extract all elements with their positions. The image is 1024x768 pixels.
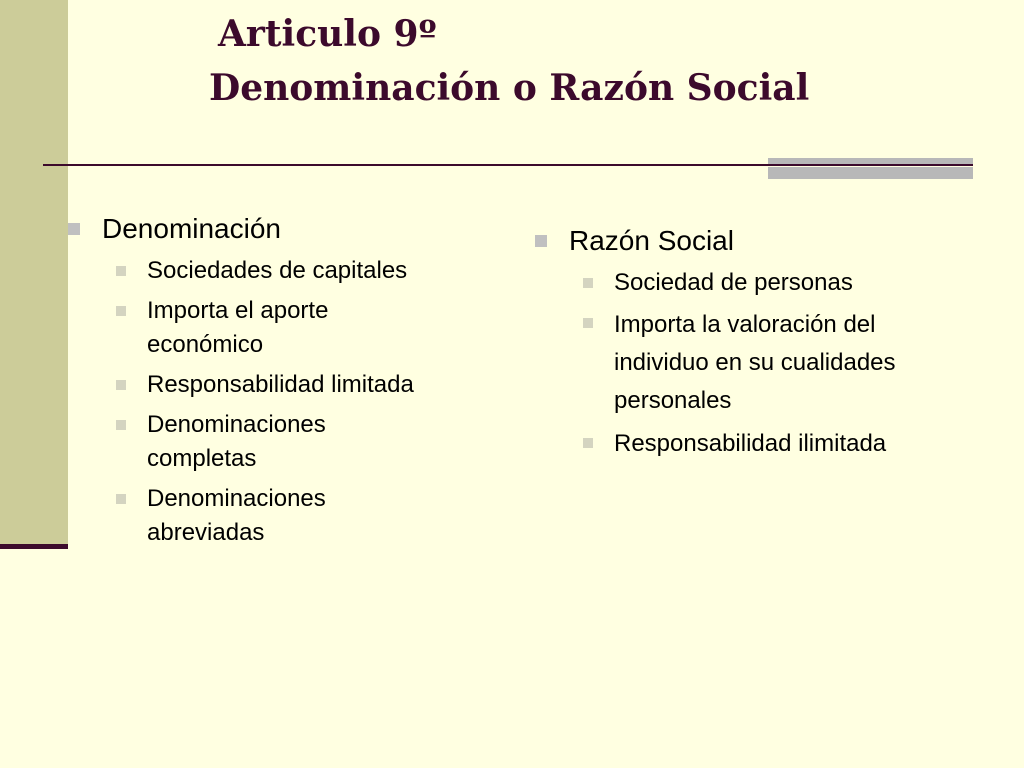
left-heading-text: Denominación bbox=[102, 213, 281, 244]
side-accent-bar bbox=[0, 0, 68, 546]
square-bullet-icon bbox=[583, 318, 593, 328]
left-column bbox=[68, 212, 508, 556]
list-item bbox=[535, 306, 974, 420]
title-rule bbox=[43, 164, 973, 166]
list-item bbox=[68, 368, 508, 402]
list-item bbox=[68, 408, 397, 476]
right-column bbox=[535, 224, 975, 468]
list-item bbox=[68, 294, 397, 362]
square-bullet-icon bbox=[583, 438, 593, 448]
list-item bbox=[68, 482, 397, 550]
square-bullet-icon bbox=[116, 420, 126, 430]
square-bullet-icon bbox=[116, 306, 126, 316]
list-item-text: Sociedades de capitales bbox=[147, 257, 408, 284]
square-bullet-icon bbox=[116, 494, 126, 504]
list-item bbox=[535, 266, 994, 300]
title-line-1: Articulo 9º bbox=[218, 13, 437, 55]
list-item-text: Importa el aporte económico bbox=[147, 297, 329, 358]
list-item-text: Sociedad de personas bbox=[614, 269, 853, 296]
list-item-text: Denominaciones abreviadas bbox=[147, 485, 326, 546]
title-line-2: Denominación o Razón Social bbox=[209, 67, 810, 109]
list-item-text: Responsabilidad ilimitada bbox=[614, 430, 887, 457]
square-bullet-icon bbox=[535, 235, 547, 247]
title-rule-accent bbox=[768, 158, 973, 179]
left-heading bbox=[68, 212, 508, 246]
square-bullet-icon bbox=[116, 266, 126, 276]
list-item bbox=[535, 426, 944, 462]
square-bullet-icon bbox=[68, 223, 80, 235]
square-bullet-icon bbox=[116, 380, 126, 390]
right-heading-text: Razón Social bbox=[569, 225, 734, 256]
square-bullet-icon bbox=[583, 278, 593, 288]
right-heading bbox=[535, 224, 975, 258]
list-item bbox=[68, 254, 508, 288]
side-accent-underline bbox=[0, 544, 68, 549]
list-item-text: Responsabilidad limitada bbox=[147, 371, 414, 398]
list-item-text: Importa la valoración del individuo en su cualidades personales bbox=[614, 311, 896, 414]
list-item-text: Denominaciones completas bbox=[147, 411, 326, 472]
